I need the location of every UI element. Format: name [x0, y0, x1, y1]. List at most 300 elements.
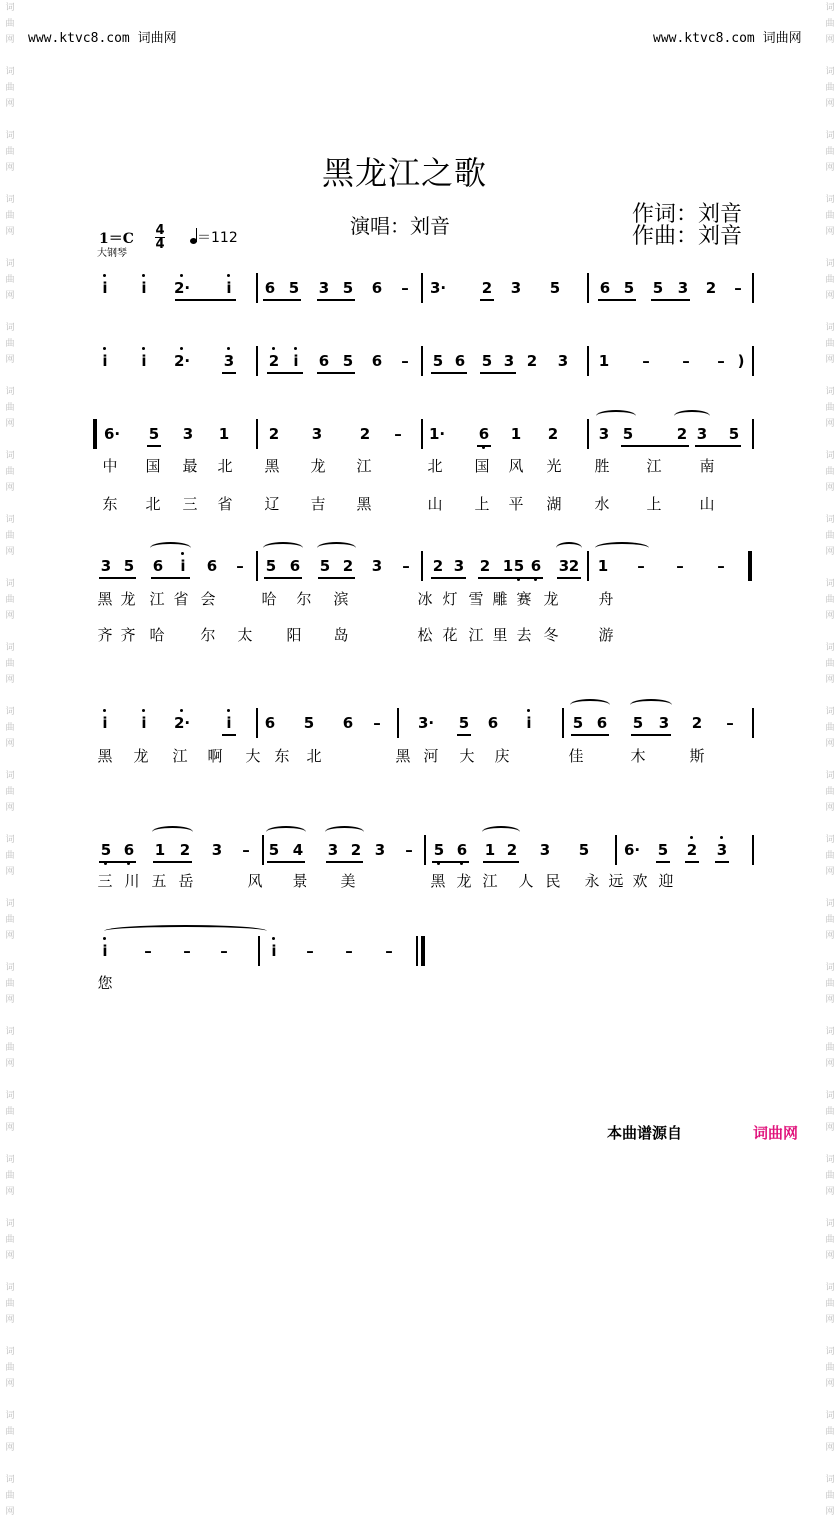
- lyric-char: 龙: [120, 590, 136, 608]
- note: 3: [223, 352, 235, 370]
- lyric-char: 黑: [264, 457, 280, 475]
- bar-line: [421, 419, 423, 449]
- beam-line: [99, 577, 136, 579]
- note: 2: [676, 425, 688, 443]
- lyric-char: 中: [102, 457, 118, 475]
- lyric-char: 南: [699, 457, 715, 475]
- beam-line: [151, 577, 190, 579]
- note: i: [141, 352, 147, 370]
- note: 5: [342, 352, 354, 370]
- slur: [630, 699, 672, 711]
- note: 5: [513, 557, 525, 575]
- note: 5: [549, 279, 561, 297]
- note: –: [242, 841, 250, 859]
- note: 2·: [174, 279, 191, 297]
- octave-dot-high: [103, 937, 106, 940]
- lyric-char: 岳: [178, 872, 194, 890]
- lyric-char: 游: [598, 626, 614, 644]
- song-title: 黑龙江之歌: [322, 154, 488, 192]
- lyric-char: 三: [182, 495, 198, 513]
- beam-line: [263, 299, 301, 301]
- note: 6: [599, 279, 611, 297]
- note: 6: [264, 279, 276, 297]
- note: 3: [211, 841, 223, 859]
- note: 3: [503, 352, 515, 370]
- repeat-start-bar: [93, 419, 97, 449]
- octave-dot-high: [103, 274, 106, 277]
- slur: [482, 826, 520, 838]
- bar-line: [421, 346, 423, 376]
- note: 3: [374, 841, 386, 859]
- lyric-char: 松: [417, 626, 433, 644]
- note: –: [401, 279, 409, 297]
- bar-line: [256, 346, 258, 376]
- octave-dot-high: [180, 709, 183, 712]
- final-bar-thin: [416, 936, 418, 966]
- note: 6: [454, 352, 466, 370]
- slur: [596, 410, 636, 422]
- note: 2: [479, 557, 491, 575]
- bar-line: [752, 835, 754, 865]
- beam-line: [264, 577, 302, 579]
- note: i: [180, 557, 186, 575]
- lyric-char: 远: [608, 872, 624, 890]
- beam-line: [685, 861, 699, 863]
- note: 1: [502, 557, 514, 575]
- time-signature: 4 4: [155, 223, 165, 252]
- bar-line: [562, 708, 564, 738]
- beam-line: [267, 861, 305, 863]
- note: 6: [342, 714, 354, 732]
- note: –: [726, 714, 734, 732]
- lyric-char: 平: [508, 495, 524, 513]
- lyric-char: 北: [217, 457, 233, 475]
- tempo-mark: ＝112: [190, 227, 238, 247]
- lyric-char: 国: [474, 457, 490, 475]
- note: 5: [265, 557, 277, 575]
- note: 2: [547, 425, 559, 443]
- note: ): [737, 352, 745, 370]
- slur: [674, 410, 710, 422]
- octave-dot-high: [180, 274, 183, 277]
- note: i: [226, 279, 232, 297]
- note: 3: [510, 279, 522, 297]
- lyric-char: 赛: [516, 590, 532, 608]
- lyric-char: 江: [482, 872, 498, 890]
- note: –: [220, 942, 228, 960]
- key-signature: 1＝C: [99, 231, 134, 247]
- note: 5: [728, 425, 740, 443]
- lyric-char: 齐: [120, 626, 136, 644]
- note: 3: [677, 279, 689, 297]
- lyric-char: 黑: [97, 747, 113, 765]
- octave-dot-high: [690, 836, 693, 839]
- octave-dot-high: [720, 836, 723, 839]
- lyric-char: 上: [646, 495, 662, 513]
- lyric-char: 龙: [310, 457, 326, 475]
- octave-dot-high: [103, 709, 106, 712]
- note: i: [141, 714, 147, 732]
- lyric-char: 北: [145, 495, 161, 513]
- lyric-char: 江: [468, 626, 484, 644]
- lyric-char: 黑: [395, 747, 411, 765]
- bar-line: [421, 551, 423, 581]
- note: 5: [342, 279, 354, 297]
- note: –: [373, 714, 381, 732]
- lyric-char: 河: [423, 747, 439, 765]
- note: 4: [292, 841, 304, 859]
- note: –: [682, 352, 690, 370]
- octave-dot-high: [227, 347, 230, 350]
- lyric-char: 阳: [286, 626, 302, 644]
- lyric-char: 太: [237, 626, 253, 644]
- header-right-url: www.ktvc8.com 词曲网: [653, 31, 802, 46]
- octave-dot-high: [227, 709, 230, 712]
- beam-line: [457, 734, 471, 736]
- header-left-url: www.ktvc8.com 词曲网: [28, 31, 177, 46]
- beam-line: [557, 577, 581, 579]
- note: 1: [484, 841, 496, 859]
- note: –: [183, 942, 191, 960]
- note: 6: [487, 714, 499, 732]
- note: i: [102, 714, 108, 732]
- lyric-char: 江: [149, 590, 165, 608]
- lyric-char: 水: [594, 495, 610, 513]
- slur: [266, 826, 306, 838]
- footer-source: 本曲谱源自: [607, 1124, 683, 1142]
- bar-line: [424, 835, 426, 865]
- beam-line: [318, 577, 355, 579]
- note: 6: [318, 352, 330, 370]
- beam-line: [147, 445, 161, 447]
- lyric-char: 龙: [543, 590, 559, 608]
- beam-line: [317, 299, 355, 301]
- note: 5: [622, 425, 634, 443]
- lyric-char: 雕: [492, 590, 508, 608]
- bar-line: [615, 835, 617, 865]
- lyric-char: 迎: [658, 872, 674, 890]
- bar-line: [256, 551, 258, 581]
- beam-line: [153, 861, 192, 863]
- lyric-char: 龙: [133, 747, 149, 765]
- note: 5: [148, 425, 160, 443]
- bar-line: [256, 273, 258, 303]
- note: 3: [658, 714, 670, 732]
- lyric-char: 岛: [333, 626, 349, 644]
- slur: [317, 542, 356, 554]
- note: i: [526, 714, 532, 732]
- note: –: [394, 425, 402, 443]
- note: –: [402, 557, 410, 575]
- note: –: [345, 942, 353, 960]
- note: 2: [705, 279, 717, 297]
- note: i: [102, 279, 108, 297]
- lyric-char: 欢: [632, 872, 648, 890]
- note: 5: [433, 841, 445, 859]
- note: 6·: [624, 841, 641, 859]
- lyric-char: 黑: [430, 872, 446, 890]
- beam-line: [477, 445, 491, 447]
- note: 5: [632, 714, 644, 732]
- lyric-char: 木: [630, 747, 646, 765]
- lyric-char: 景: [292, 872, 308, 890]
- bar-line: [587, 419, 589, 449]
- lyric-char: 庆: [494, 747, 510, 765]
- octave-dot-high: [527, 709, 530, 712]
- lyric-char: 冬: [543, 626, 559, 644]
- octave-dot-high: [142, 274, 145, 277]
- lyric-char: 国: [145, 457, 161, 475]
- note: 6: [289, 557, 301, 575]
- note: –: [236, 557, 244, 575]
- lyric-char: 上: [474, 495, 490, 513]
- lyric-char: 美: [340, 872, 356, 890]
- note: 6: [371, 352, 383, 370]
- note: 5: [288, 279, 300, 297]
- note: 5: [578, 841, 590, 859]
- note: 5: [481, 352, 493, 370]
- lyric-char: 山: [699, 495, 715, 513]
- note: –: [676, 557, 684, 575]
- beam-line: [631, 734, 671, 736]
- lyric-char: 北: [427, 457, 443, 475]
- note: 2: [350, 841, 362, 859]
- note: 6·: [104, 425, 121, 443]
- beam-line: [222, 734, 236, 736]
- lyric-char: 尔: [296, 590, 312, 608]
- lyric-char: 哈: [261, 590, 277, 608]
- note: 3: [327, 841, 339, 859]
- lyric-char: 里: [492, 626, 508, 644]
- note: 5: [319, 557, 331, 575]
- lyric-char: 啊: [207, 747, 223, 765]
- lyric-char: 胜: [594, 457, 610, 475]
- note: 2: [691, 714, 703, 732]
- note: –: [717, 557, 725, 575]
- lyric-char: 湖: [546, 495, 562, 513]
- bar-line: [262, 835, 264, 865]
- beam-line: [222, 372, 236, 374]
- slur: [263, 542, 303, 554]
- note: 2: [432, 557, 444, 575]
- lyric-char: 江: [172, 747, 188, 765]
- beam-line: [656, 861, 670, 863]
- note: –: [642, 352, 650, 370]
- note: 3: [100, 557, 112, 575]
- note: 1·: [429, 425, 446, 443]
- lyric-char: 哈: [149, 626, 165, 644]
- note: 2: [268, 352, 280, 370]
- lyric-char: 冰: [417, 590, 433, 608]
- lyric-char: 黑: [356, 495, 372, 513]
- beam-line: [431, 372, 467, 374]
- note: 6: [152, 557, 164, 575]
- slur: [570, 699, 610, 711]
- note: –: [401, 352, 409, 370]
- lyric-char: 五: [151, 872, 167, 890]
- footer-brand: 词曲网: [753, 1124, 799, 1142]
- bar-line: [752, 273, 754, 303]
- bar-line: [258, 936, 260, 966]
- note: 3·: [430, 279, 447, 297]
- slur: [152, 826, 193, 838]
- lyric-char: 舟: [598, 590, 614, 608]
- slur: [595, 542, 649, 554]
- note: 1: [597, 557, 609, 575]
- octave-dot-high: [142, 709, 145, 712]
- note: 3: [557, 352, 569, 370]
- singer-credit: 演唱：刘音: [350, 214, 450, 238]
- lyric-char: 佳: [568, 747, 584, 765]
- bar-line: [752, 419, 754, 449]
- note: 5: [623, 279, 635, 297]
- lyric-char: 雪: [468, 590, 484, 608]
- slur: [150, 542, 191, 554]
- note: –: [306, 942, 314, 960]
- note: 3·: [418, 714, 435, 732]
- note: i: [271, 942, 277, 960]
- lyric-char: 齐: [97, 626, 113, 644]
- beam-line: [99, 861, 136, 863]
- lyric-char: 江: [356, 457, 372, 475]
- lyric-char: 大: [245, 747, 261, 765]
- note: 2: [342, 557, 354, 575]
- note: 5: [123, 557, 135, 575]
- lyric-char: 黑: [97, 590, 113, 608]
- note: 5: [572, 714, 584, 732]
- note: –: [385, 942, 393, 960]
- beam-line: [571, 734, 609, 736]
- note: 6: [478, 425, 490, 443]
- note: –: [405, 841, 413, 859]
- lyric-char: 吉: [310, 495, 326, 513]
- lyric-char: 花: [442, 626, 458, 644]
- lyric-char: 省: [173, 590, 189, 608]
- note: 5: [458, 714, 470, 732]
- note: i: [293, 352, 299, 370]
- bar-line: [256, 419, 258, 449]
- note: 2·: [174, 714, 191, 732]
- octave-dot-high: [272, 347, 275, 350]
- octave-dot-high: [103, 347, 106, 350]
- beam-line: [432, 861, 469, 863]
- note: 2: [481, 279, 493, 297]
- note: 3: [311, 425, 323, 443]
- note: 3: [716, 841, 728, 859]
- bar-line: [256, 708, 258, 738]
- note: 6: [206, 557, 218, 575]
- beam-line: [175, 299, 236, 301]
- lyric-char: 风: [508, 457, 524, 475]
- beam-line: [598, 299, 636, 301]
- note: 2: [568, 557, 580, 575]
- note: –: [144, 942, 152, 960]
- instrument-label: 大钢琴: [97, 248, 127, 259]
- note: 6: [596, 714, 608, 732]
- note: 1: [598, 352, 610, 370]
- note: 3: [598, 425, 610, 443]
- lyric-char: 东: [274, 747, 290, 765]
- note: 1: [154, 841, 166, 859]
- note: 3: [696, 425, 708, 443]
- note: 1: [510, 425, 522, 443]
- lyric-char: 川: [124, 872, 140, 890]
- note: 3: [318, 279, 330, 297]
- note: 2: [506, 841, 518, 859]
- octave-dot-high: [294, 347, 297, 350]
- slur: [325, 826, 364, 838]
- beam-line: [512, 577, 543, 579]
- note: 6: [123, 841, 135, 859]
- bar-line: [752, 346, 754, 376]
- beam-line: [621, 445, 689, 447]
- note: 5: [303, 714, 315, 732]
- lyric-char: 三: [97, 872, 113, 890]
- bar-line: [587, 551, 589, 581]
- lyric-char: 人: [518, 872, 534, 890]
- octave-dot-high: [142, 347, 145, 350]
- lyric-char: 龙: [456, 872, 472, 890]
- note: 2: [179, 841, 191, 859]
- tie: [104, 925, 267, 937]
- lyric-char: 民: [545, 872, 561, 890]
- lyric-char: 灯: [442, 590, 458, 608]
- note: 3: [558, 557, 570, 575]
- slur: [556, 542, 582, 554]
- beam-line: [267, 372, 303, 374]
- repeat-end-bar: [748, 551, 752, 581]
- lyricist-credit: 作词：刘音: [632, 202, 743, 227]
- lyric-char: 斯: [689, 747, 705, 765]
- final-bar-thick: [421, 936, 425, 966]
- note: i: [102, 942, 108, 960]
- note: 6: [530, 557, 542, 575]
- lyric-char: 大: [459, 747, 475, 765]
- lyric-char: 永: [584, 872, 600, 890]
- beam-line: [431, 577, 466, 579]
- bar-line: [587, 346, 589, 376]
- note: 6: [264, 714, 276, 732]
- note: 3: [539, 841, 551, 859]
- note: 3: [371, 557, 383, 575]
- note: i: [141, 279, 147, 297]
- note: 5: [100, 841, 112, 859]
- lyric-char: 江: [646, 457, 662, 475]
- note: –: [637, 557, 645, 575]
- note: –: [717, 352, 725, 370]
- octave-dot-high: [227, 274, 230, 277]
- lyric-char: 北: [306, 747, 322, 765]
- note: i: [102, 352, 108, 370]
- lyric-char: 省: [217, 495, 233, 513]
- note: 2·: [174, 352, 191, 370]
- beam-line: [483, 861, 519, 863]
- beam-line: [480, 299, 494, 301]
- beam-line: [651, 299, 690, 301]
- lyric-char: 会: [200, 590, 216, 608]
- note: 3: [453, 557, 465, 575]
- bar-line: [421, 273, 423, 303]
- octave-dot-high: [180, 347, 183, 350]
- beam-line: [317, 372, 355, 374]
- note: –: [734, 279, 742, 297]
- lyric-char: 辽: [264, 495, 280, 513]
- beam-line: [695, 445, 741, 447]
- bar-line: [587, 273, 589, 303]
- bar-line: [752, 708, 754, 738]
- note: 5: [268, 841, 280, 859]
- lyric-char: 光: [546, 457, 562, 475]
